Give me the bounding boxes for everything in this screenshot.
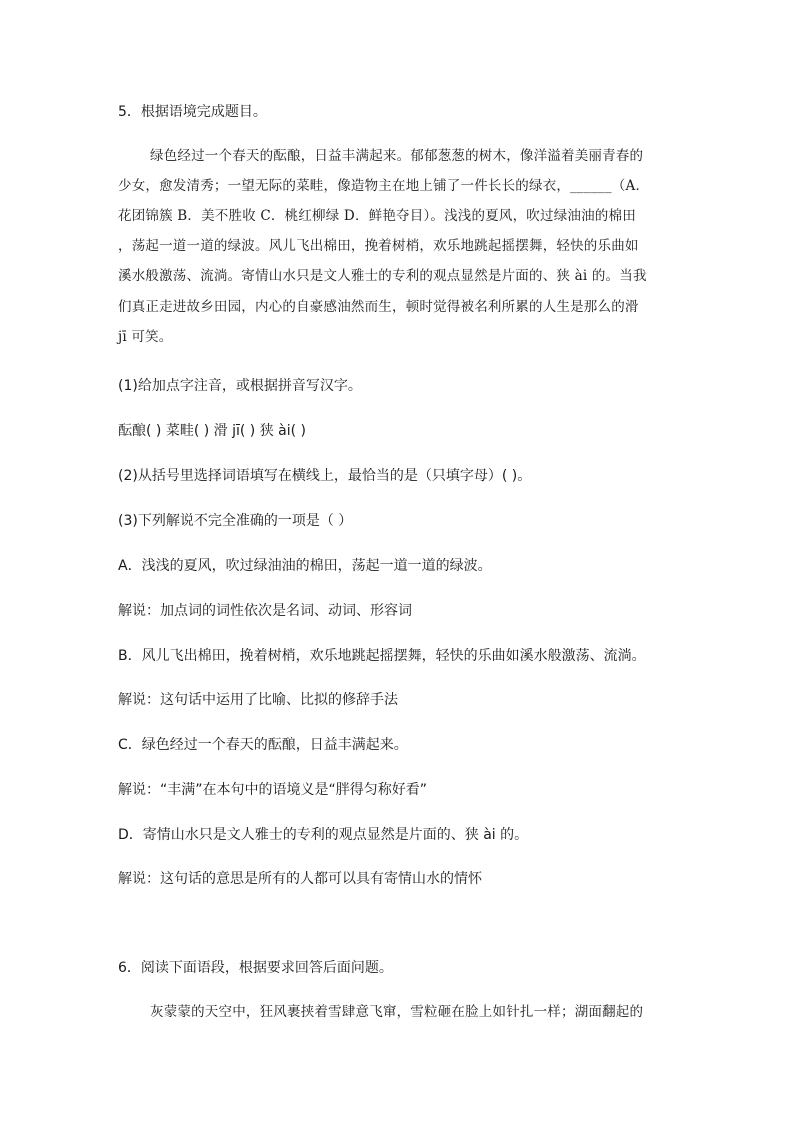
question-5-heading: 5．根据语境完成题目。 bbox=[118, 104, 267, 120]
passage-line: 溪水般激荡、流淌。寄情山水只是文人雅士的专利的观点显然是片面的、狭 ài 的。当我 bbox=[118, 268, 647, 284]
passage-line: ，荡起一道一道的绿波。风儿飞出棉田，挽着树梢，欢乐地跳起摇摆舞，轻快的乐曲如 bbox=[118, 238, 639, 254]
question-6-passage-line: 灰蒙蒙的天空中，狂风裹挟着雪肆意飞窜，雪粒砸在脸上如针扎一样；湖面翻起的 bbox=[150, 1004, 644, 1020]
option-d: D．寄情山水只是文人雅士的专利的观点显然是片面的、狭 ài 的。 bbox=[118, 827, 529, 843]
passage-line: 们真正走进故乡田园，内心的自豪感油然而生，顿时觉得被名利所累的人生是那么的滑 bbox=[118, 299, 639, 315]
sub-question-1-items: 酝酿( ) 菜畦( ) 滑 jī( ) 狭 ài( ) bbox=[118, 423, 306, 439]
option-c-explanation: 解说：“丰满”在本句中的语境义是“胖得匀称好看” bbox=[118, 782, 428, 798]
option-d-explanation: 解说：这句话的意思是所有的人都可以具有寄情山水的情怀 bbox=[118, 871, 482, 887]
sub-question-2: (2)从括号里选择词语填写在横线上，最恰当的是（只填字母）( )。 bbox=[118, 468, 532, 484]
passage-line: 花团锦簇 B．美不胜收 C．桃红柳绿 D．鲜艳夺目）。浅浅的夏风，吹过绿油油的棉田 bbox=[118, 208, 636, 224]
option-a-explanation: 解说：加点词的词性依次是名词、动词、形容词 bbox=[118, 603, 412, 619]
question-6-heading: 6．阅读下面语段，根据要求回答后面问题。 bbox=[118, 960, 393, 976]
option-a: A．浅浅的夏风，吹过绿油油的棉田，荡起一道一道的绿波。 bbox=[118, 558, 492, 574]
option-b-explanation: 解说：这句话中运用了比喻、比拟的修辞手法 bbox=[118, 692, 398, 708]
sub-question-1: (1)给加点字注音，或根据拼音写汉字。 bbox=[118, 378, 362, 394]
passage-line: jī 可笑。 bbox=[118, 329, 173, 345]
sub-question-3: (3)下列解说不完全准确的一项是（ ） bbox=[118, 513, 353, 529]
option-c: C．绿色经过一个春天的酝酿，日益丰满起来。 bbox=[118, 737, 408, 753]
passage-line: 少女，愈发清秀；一望无际的菜畦，像造物主在地上铺了一件长长的绿衣，______（A． bbox=[118, 178, 650, 194]
option-b: B．风儿飞出棉田，挽着树梢，欢乐地跳起摇摆舞，轻快的乐曲如溪水般激荡、流淌。 bbox=[118, 648, 646, 664]
passage-line: 绿色经过一个春天的酝酿，日益丰满起来。郁郁葱葱的树木，像洋溢着美丽青春的 bbox=[150, 148, 644, 164]
